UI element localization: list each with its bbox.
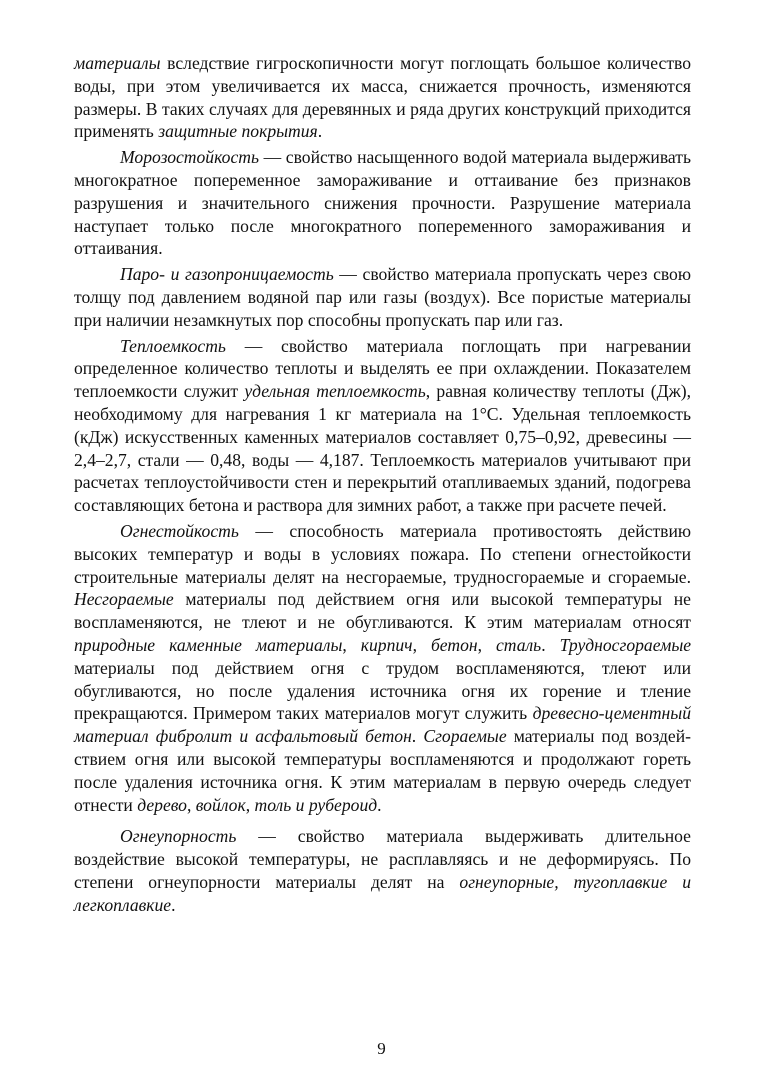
italic-term: войлок — [195, 794, 246, 815]
text-run: , — [412, 634, 431, 655]
text-run: . — [541, 634, 560, 655]
italic-term: Сгораемые — [423, 726, 507, 747]
italic-term: огнеупорные, тугоплавкие и легкоплавкие — [74, 871, 691, 915]
text-run: материалы под воздействием огня или высокой температуры воспламеняются и продолжают гореть после удаления источника огня. К этим материалам в первую очередь следует отнести — [74, 726, 691, 815]
text-run: , равная количеству теплоты (Дж), необходимому для нагревания 1 кг материала на 1°С. Удельная теплоемкость (кДж) искусственных каменных материалов составляет 0,75–0,92, древесины — 2,4–2,7, стали — 0,48, воды — 4,187. Теплоемкость материалов учитывают при расчетах теплоустойчивости стен и перекрытий отапливаемых зданий, подогрева составляющих бетона и раствора для зимних работ, а также при расчете печей. — [74, 381, 691, 516]
text-run: материалы под действием огня или высокой температуры не воспламеняются, не тлеют и не обугливаются. К этим материалам относят — [74, 589, 691, 633]
paragraph-refractoriness — [74, 825, 691, 916]
text-run: . — [171, 894, 176, 915]
text-run: , — [245, 794, 255, 815]
italic-term: Огнестойкость — [120, 520, 239, 541]
italic-term: защитные покрытия — [158, 121, 318, 142]
text-run: , — [186, 794, 196, 815]
paragraph-fire-resistance — [74, 520, 691, 816]
text-run: — свойство насыщенного водой материала выдерживать многократное попеременное замораживание и оттаивание без признаков разрушения и значительного снижения прочности. Разрушение материала наступает только после многократного попеременного замораживания и оттаивания. — [74, 147, 691, 259]
italic-term: дерево — [137, 794, 187, 815]
italic-term: древесно-цементный материал фибролит и асфальтовый бетон — [74, 703, 691, 747]
text-run: вследствие гигроскопичности могут поглощать большое количество воды, при этом увеличивается их масса, снижается прочность, изменяются размеры. В таких случаях для деревянных и ряда других конструкций приходится применять — [74, 53, 691, 142]
italic-term: сталь — [495, 634, 542, 655]
paragraph-frost-resistance — [74, 146, 691, 260]
text-run: , — [342, 634, 361, 655]
italic-term: Огнеупорность — [120, 826, 237, 847]
text-run: . — [317, 121, 323, 142]
italic-term: Трудносгораемые — [559, 634, 692, 655]
italic-term: природные каменные материалы — [74, 634, 343, 655]
italic-term: удельная теплоемкость — [244, 381, 426, 402]
paragraph-vapor-gas-permeability — [74, 263, 691, 331]
text-run: . — [411, 726, 424, 747]
text-run: , — [477, 634, 496, 655]
italic-term: толь и рубероид — [254, 794, 378, 815]
text-run: — свойство материала поглощать при нагревании определенное количество теплоты и выделять ее при охлаждении. Показателем теплоемкости служит — [74, 335, 691, 402]
page-number: 9 — [377, 1039, 386, 1058]
italic-term: материалы — [74, 53, 161, 73]
italic-term: Морозостойкость — [120, 147, 259, 168]
paragraph-hygroscopicity-continuation — [74, 52, 691, 143]
italic-term: бетон — [430, 634, 478, 655]
text-run: — свойство материала пропускать через свою толщу под давлением водяной пар или газы (воздух). Все пористые материалы при наличии незамкнутых пор способны пропускать пар или газ. — [74, 264, 692, 330]
italic-term: Теплоемкость — [120, 335, 226, 356]
italic-term: кирпич — [360, 634, 413, 655]
text-run: — свойство материала выдерживать длительное воздействие высокой температуры, не расплавляясь и не деформируясь. По степени огнеупорности материалы делят на — [74, 826, 691, 892]
text-run: — способность материала противостоять действию высоких температур и воды в условиях пожара. По степени огнестойкости строительные материалы делят на несгораемые, трудносгораемые и сгораемые. — [74, 520, 691, 587]
italic-term: Паро- и газопроницаемость — [120, 264, 334, 285]
paragraph-heat-capacity — [74, 335, 691, 517]
italic-term: Несгораемые — [74, 589, 174, 610]
page-text — [74, 52, 691, 916]
text-run: . — [377, 794, 382, 815]
text-run: материалы под действием огня с трудом воспламеняются, тлеют или обугливаются, но после удаления источника огня их горение и тление прекращаются. Примером таких материалов могут служить — [74, 657, 691, 724]
